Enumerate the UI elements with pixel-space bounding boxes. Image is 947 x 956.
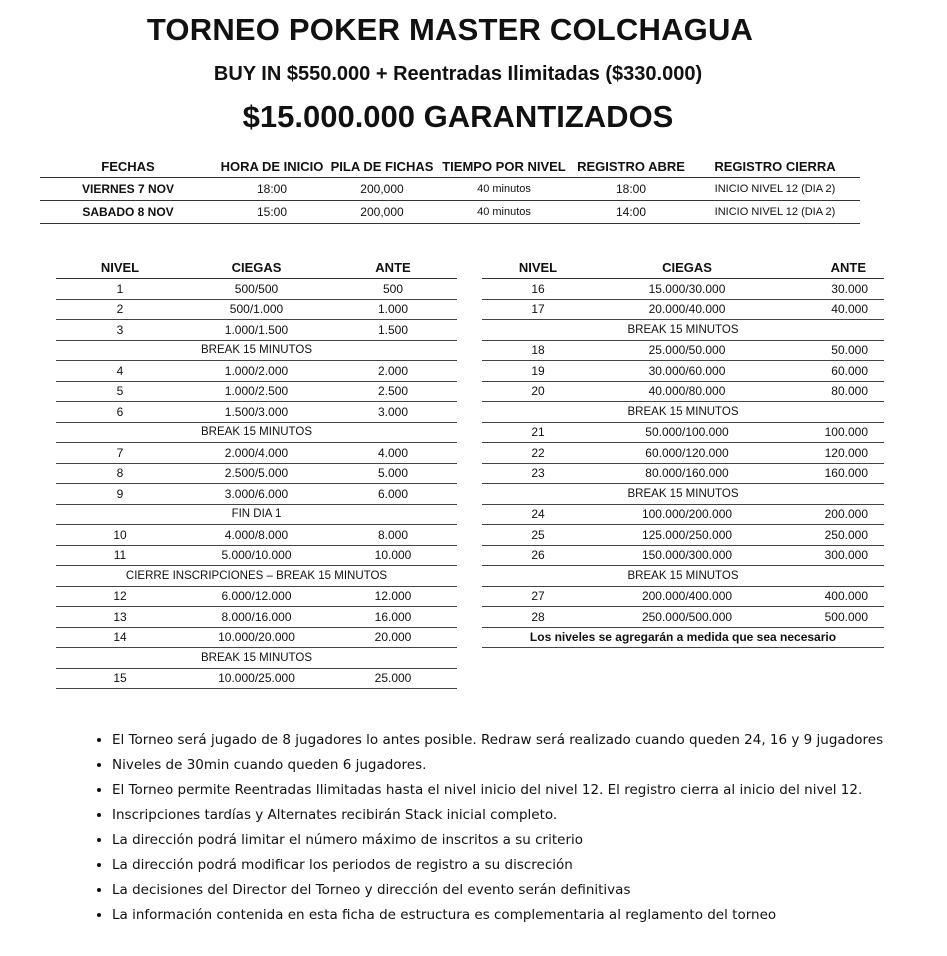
level-blinds: 1.000/1.500 <box>184 320 329 341</box>
level-number: 13 <box>56 607 184 628</box>
level-ante: 10.000 <box>329 545 457 566</box>
schedule-start-time: 18:00 <box>216 178 328 201</box>
level-blinds: 40.000/80.000 <box>594 381 780 402</box>
level-ante: 400.000 <box>780 586 884 607</box>
level-row <box>482 443 884 464</box>
rule-item: • El Torneo será jugado de 8 jugadores lo antes posible. Redraw será realizado cuando queden 24, 16 y 9 jugadores <box>112 728 947 753</box>
level-row <box>482 525 884 546</box>
level-number: 20 <box>482 381 594 402</box>
level-ante: 16.000 <box>329 607 457 628</box>
level-row <box>56 668 457 689</box>
schedule-header-cell: FECHAS <box>101 158 155 174</box>
schedule-chip-stack: 200,000 <box>328 178 436 201</box>
level-blinds: 80.000/160.000 <box>594 463 780 484</box>
schedule-reg-close: INICIO NIVEL 12 (DIA 2) <box>690 201 860 224</box>
levels-header-cell: NIVEL <box>482 256 594 279</box>
level-number: 3 <box>56 320 184 341</box>
rule-item: • La información contenida en esta ficha de estructura es complementaria al reglamento del torneo <box>112 903 947 928</box>
rule-item: • La dirección podrá modificar los periodos de registro a su discreción <box>112 853 947 878</box>
level-number: 16 <box>482 279 594 300</box>
level-blinds: 6.000/12.000 <box>184 586 329 607</box>
break-label: BREAK 15 MINUTOS <box>482 320 884 341</box>
schedule-level-time: 40 minutos <box>436 201 572 224</box>
level-ante: 25.000 <box>329 668 457 689</box>
schedule-header-cell: REGISTRO CIERRA <box>714 158 836 174</box>
level-number: 26 <box>482 545 594 566</box>
break-label: FIN DIA 1 <box>56 504 457 525</box>
level-row <box>482 422 884 443</box>
break-row <box>482 566 884 587</box>
level-blinds: 250.000/500.000 <box>594 607 780 628</box>
level-ante: 8.000 <box>329 525 457 546</box>
level-blinds: 2.000/4.000 <box>184 443 329 464</box>
level-ante: 5.000 <box>329 463 457 484</box>
level-row <box>482 361 884 382</box>
schedule-header-cell: PILA DE FICHAS <box>330 158 434 174</box>
level-blinds: 200.000/400.000 <box>594 586 780 607</box>
level-row <box>482 340 884 361</box>
level-blinds: 1.000/2.000 <box>184 361 329 382</box>
break-row <box>56 340 457 361</box>
level-ante: 12.000 <box>329 586 457 607</box>
level-row <box>56 320 457 341</box>
levels-header-row <box>482 256 884 279</box>
level-row <box>56 607 457 628</box>
level-number: 15 <box>56 668 184 689</box>
level-blinds: 20.000/40.000 <box>594 299 780 320</box>
level-blinds: 150.000/300.000 <box>594 545 780 566</box>
level-row <box>482 545 884 566</box>
levels-note: Los niveles se agregarán a medida que sea necesario <box>482 627 884 648</box>
level-blinds: 5.000/10.000 <box>184 545 329 566</box>
level-number: 24 <box>482 504 594 525</box>
level-number: 28 <box>482 607 594 628</box>
level-ante: 100.000 <box>780 422 884 443</box>
schedule-reg-open: 14:00 <box>572 201 690 224</box>
level-number: 12 <box>56 586 184 607</box>
guarantee-heading: $15.000.000 GARANTIZADOS <box>242 99 674 134</box>
level-row <box>56 402 457 423</box>
schedule-reg-close: INICIO NIVEL 12 (DIA 2) <box>690 178 860 201</box>
level-blinds: 30.000/60.000 <box>594 361 780 382</box>
level-row <box>482 504 884 525</box>
level-blinds: 50.000/100.000 <box>594 422 780 443</box>
levels-header-cell: ANTE <box>329 256 457 279</box>
rule-item: • Niveles de 30min cuando queden 6 jugadores. <box>112 753 947 778</box>
level-number: 2 <box>56 299 184 320</box>
levels-header-row <box>56 256 457 279</box>
break-label: CIERRE INSCRIPCIONES – BREAK 15 MINUTOS <box>56 566 457 587</box>
level-blinds: 4.000/8.000 <box>184 525 329 546</box>
level-number: 17 <box>482 299 594 320</box>
level-number: 9 <box>56 484 184 505</box>
level-ante: 120.000 <box>780 443 884 464</box>
level-ante: 2.500 <box>329 381 457 402</box>
level-number: 25 <box>482 525 594 546</box>
rule-item: • Inscripciones tardías y Alternates recibirán Stack inicial completo. <box>112 803 947 828</box>
level-number: 19 <box>482 361 594 382</box>
level-ante: 80.000 <box>780 381 884 402</box>
level-number: 23 <box>482 463 594 484</box>
level-blinds: 10.000/20.000 <box>184 627 329 648</box>
level-ante: 40.000 <box>780 299 884 320</box>
levels-header-cell: ANTE <box>780 256 884 279</box>
level-ante: 500.000 <box>780 607 884 628</box>
schedule-date: SABADO 8 NOV <box>40 201 216 224</box>
level-number: 14 <box>56 627 184 648</box>
level-ante: 200.000 <box>780 504 884 525</box>
level-row <box>482 299 884 320</box>
break-row <box>482 402 884 423</box>
level-row <box>56 361 457 382</box>
level-number: 18 <box>482 340 594 361</box>
schedule-level-time: 40 minutos <box>436 178 572 201</box>
level-row <box>56 525 457 546</box>
level-blinds: 500/1.000 <box>184 299 329 320</box>
rule-item: • La decisiones del Director del Torneo y dirección del evento serán definitivas <box>112 878 947 903</box>
level-row <box>56 279 457 300</box>
level-row <box>56 545 457 566</box>
level-ante: 3.000 <box>329 402 457 423</box>
level-blinds: 500/500 <box>184 279 329 300</box>
break-row <box>482 320 884 341</box>
break-label: BREAK 15 MINUTOS <box>482 484 884 505</box>
schedule-start-time: 15:00 <box>216 201 328 224</box>
level-blinds: 15.000/30.000 <box>594 279 780 300</box>
rule-item: • La dirección podrá limitar el número máximo de inscritos a su criterio <box>112 828 947 853</box>
break-row <box>56 566 457 587</box>
level-row <box>56 627 457 648</box>
schedule-header-cell: HORA DE INICIO <box>220 158 324 174</box>
level-number: 8 <box>56 463 184 484</box>
break-row <box>56 422 457 443</box>
schedule-header-cell: REGISTRO ABRE <box>577 158 685 174</box>
level-row <box>56 484 457 505</box>
schedule-row <box>40 178 860 201</box>
level-row <box>56 463 457 484</box>
levels-table-right <box>482 256 884 648</box>
level-ante: 500 <box>329 279 457 300</box>
level-row <box>482 586 884 607</box>
level-number: 10 <box>56 525 184 546</box>
level-ante: 50.000 <box>780 340 884 361</box>
break-row <box>56 504 457 525</box>
level-number: 27 <box>482 586 594 607</box>
level-ante: 300.000 <box>780 545 884 566</box>
level-ante: 2.000 <box>329 361 457 382</box>
level-ante: 1.000 <box>329 299 457 320</box>
schedule-date: VIERNES 7 NOV <box>40 178 216 201</box>
level-row <box>482 463 884 484</box>
level-row <box>56 443 457 464</box>
level-blinds: 125.000/250.000 <box>594 525 780 546</box>
level-blinds: 60.000/120.000 <box>594 443 780 464</box>
level-number: 11 <box>56 545 184 566</box>
break-label: BREAK 15 MINUTOS <box>56 422 457 443</box>
buy-in-subtitle: BUY IN $550.000 + Reentradas Ilimitadas ($330.000) <box>213 63 703 85</box>
break-label: BREAK 15 MINUTOS <box>56 340 457 361</box>
schedule-chip-stack: 200,000 <box>328 201 436 224</box>
level-ante: 6.000 <box>329 484 457 505</box>
break-label: BREAK 15 MINUTOS <box>482 566 884 587</box>
level-ante: 4.000 <box>329 443 457 464</box>
level-row <box>482 381 884 402</box>
level-ante: 160.000 <box>780 463 884 484</box>
level-blinds: 1.000/2.500 <box>184 381 329 402</box>
level-number: 5 <box>56 381 184 402</box>
level-row <box>56 299 457 320</box>
schedule-header-cell: TIEMPO POR NIVEL <box>442 158 566 174</box>
level-blinds: 10.000/25.000 <box>184 668 329 689</box>
schedule-header-row <box>40 155 860 178</box>
level-number: 6 <box>56 402 184 423</box>
level-blinds: 3.000/6.000 <box>184 484 329 505</box>
break-label: BREAK 15 MINUTOS <box>482 402 884 423</box>
levels-note-row <box>482 627 884 648</box>
schedule-reg-open: 18:00 <box>572 178 690 201</box>
rules-list <box>80 728 947 928</box>
level-number: 7 <box>56 443 184 464</box>
level-number: 1 <box>56 279 184 300</box>
page-title: TORNEO POKER MASTER COLCHAGUA <box>146 12 754 47</box>
levels-table-left <box>56 256 457 689</box>
rule-item: • El Torneo permite Reentradas Ilimitadas hasta el nivel inicio del nivel 12. El registro cierra al inicio del nivel 12. <box>112 778 947 803</box>
level-blinds: 100.000/200.000 <box>594 504 780 525</box>
levels-header-cell: NIVEL <box>56 256 184 279</box>
level-number: 21 <box>482 422 594 443</box>
levels-header-cell: CIEGAS <box>184 256 329 279</box>
levels-header-cell: CIEGAS <box>594 256 780 279</box>
level-ante: 60.000 <box>780 361 884 382</box>
level-ante: 30.000 <box>780 279 884 300</box>
level-number: 4 <box>56 361 184 382</box>
level-ante: 20.000 <box>329 627 457 648</box>
level-blinds: 1.500/3.000 <box>184 402 329 423</box>
break-row <box>482 484 884 505</box>
schedule-table <box>40 155 860 224</box>
level-row <box>482 279 884 300</box>
level-row <box>56 586 457 607</box>
break-row <box>56 648 457 669</box>
level-number: 22 <box>482 443 594 464</box>
level-ante: 250.000 <box>780 525 884 546</box>
level-row <box>482 607 884 628</box>
level-blinds: 25.000/50.000 <box>594 340 780 361</box>
level-blinds: 2.500/5.000 <box>184 463 329 484</box>
level-ante: 1.500 <box>329 320 457 341</box>
break-label: BREAK 15 MINUTOS <box>56 648 457 669</box>
level-blinds: 8.000/16.000 <box>184 607 329 628</box>
level-row <box>56 381 457 402</box>
schedule-row <box>40 201 860 224</box>
